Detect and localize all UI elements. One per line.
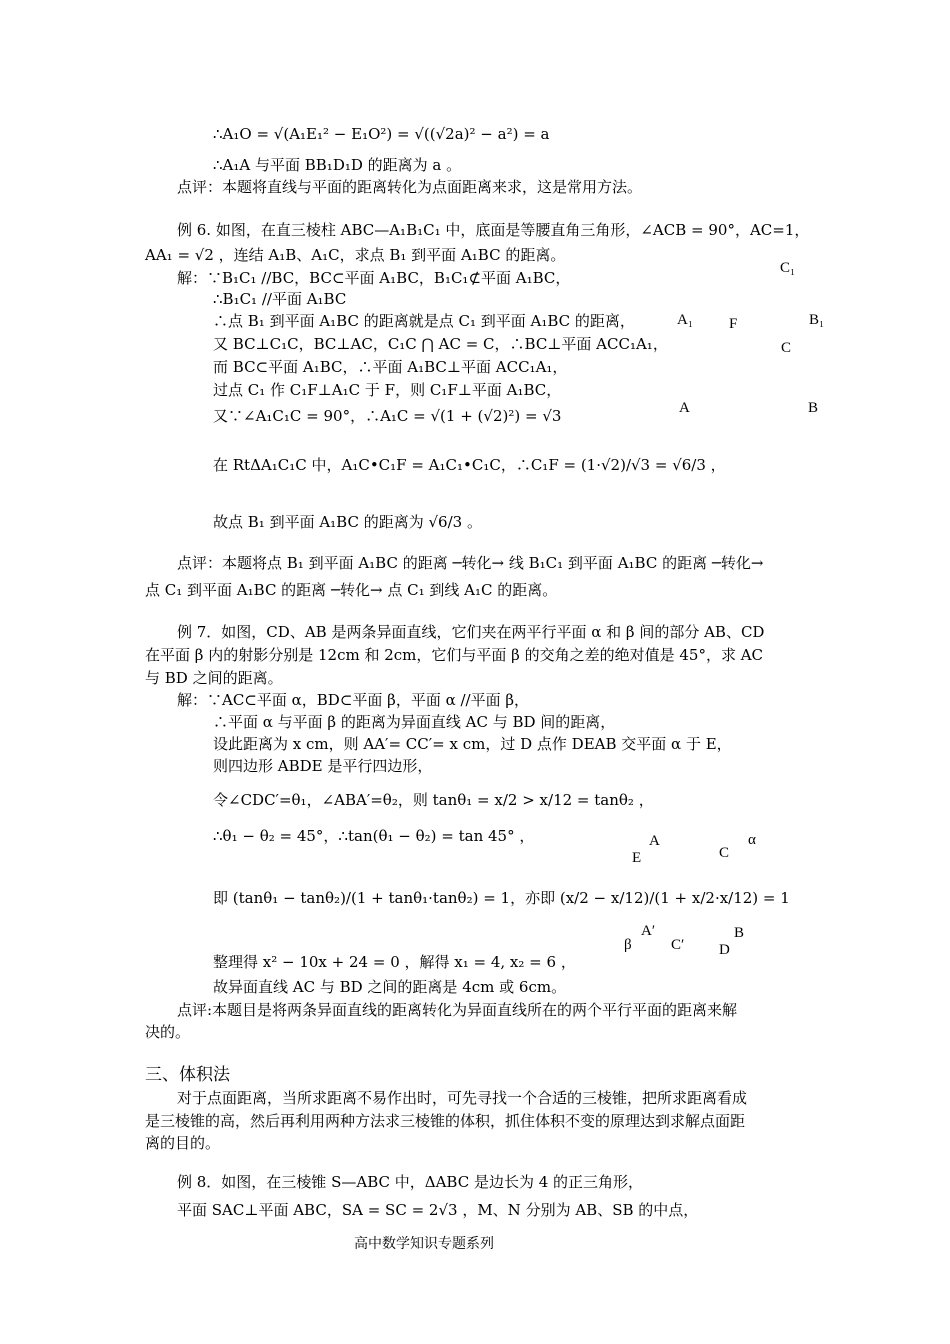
fig2-label-5: B: [734, 925, 745, 941]
fig2-label-1: α: [748, 832, 756, 848]
section-heading: 三、体积法: [145, 1065, 230, 1085]
text-line-27: 故异面直线 AC 与 BD 之间的距离是 4cm 或 6cm。: [213, 978, 567, 996]
text-line-19: 解：∵AC⊂平面 α，BD⊂平面 β，平面 α //平面 β，: [177, 691, 530, 709]
text-line-18: 与 BD 之间的距离。: [145, 669, 283, 687]
text-line-13: 故点 B₁ 到平面 A₁BC 的距离为 √6/3 。: [213, 513, 482, 531]
fig1-label-2: F: [729, 316, 738, 332]
fig2-label-7: C′: [671, 937, 685, 953]
text-line-20: ∴平面 α 与平面 β 的距离为异面直线 AC 与 BD 间的距离，: [213, 713, 616, 731]
fig2-label-8: D: [719, 942, 730, 958]
text-line-15: 点 C₁ 到平面 A₁BC 的距离 ─转化→ 点 C₁ 到线 A₁C 的距离。: [145, 581, 558, 599]
fig2-label-4: A′: [641, 923, 656, 939]
text-line-29: 决的。: [145, 1023, 191, 1041]
text-line-5: 解：∵B₁C₁ //BC，BC⊂平面 A₁BC，B₁C₁⊄平面 A₁BC，: [177, 269, 571, 287]
text-line-11: 又∵∠A₁C₁C = 90°，∴A₁C = √(1 + (√2)²) = √3: [213, 407, 562, 425]
text-line-16: 例 7．如图，CD、AB 是两条异面直线，它们夹在两平行平面 α 和 β 间的部分 AB、CD: [177, 623, 765, 641]
text-line-17: 在平面 β 内的射影分别是 12cm 和 2cm，它们与平面 β 的交角之差的绝对值是 45°，求 AC: [145, 646, 764, 664]
fig2-label-0: A: [649, 833, 660, 849]
text-line-14: 点评：本题将点 B₁ 到平面 A₁BC 的距离 ─转化→ 线 B₁C₁ 到平面 A₁BC 的距离 ─转化→: [177, 554, 764, 572]
text-line-28: 点评:本题目是将两条异面直线的距离转化为异面直线所在的两个平行平面的距离来解: [177, 1001, 738, 1019]
text-line-33: 例 8．如图，在三棱锥 S—ABC 中，ΔABC 是边长为 4 的正三角形，: [177, 1173, 644, 1191]
page-footer: 高中数学知识专题系列: [354, 1236, 494, 1252]
text-line-0: ∴A₁O = √(A₁E₁² − E₁O²) = √((√2a)² − a²) = a: [213, 125, 550, 143]
text-line-22: 则四边形 ABDE 是平行四边形，: [213, 757, 433, 775]
text-line-21: 设此距离为 x cm，则 AA′= CC′= x cm，过 D 点作 DEAB 交平面 α 于 E，: [213, 735, 732, 753]
fig1-label-4: C: [781, 340, 792, 356]
text-line-1: ∴A₁A 与平面 BB₁D₁D 的距离为 a 。: [213, 156, 462, 174]
fig1-label-6: B: [808, 400, 819, 416]
fig2-label-3: C: [719, 845, 730, 861]
text-line-4: AA₁ = √2 ，连结 A₁B、A₁C，求点 B₁ 到平面 A₁BC 的距离。: [145, 246, 566, 264]
text-line-32: 离的目的。: [145, 1134, 221, 1152]
text-line-26: 整理得 x² − 10x + 24 = 0 ，解得 x₁ = 4, x₂ = 6 ，: [213, 953, 576, 971]
text-line-10: 过点 C₁ 作 C₁F⊥A₁C 于 F，则 C₁F⊥平面 A₁BC，: [213, 381, 562, 399]
text-line-24: ∴θ₁ − θ₂ = 45°，∴tan(θ₁ − θ₂) = tan 45° ，: [213, 827, 535, 845]
fig1-label-1: A₁: [677, 312, 694, 328]
text-line-12: 在 RtΔA₁C₁C 中，A₁C•C₁F = A₁C₁•C₁C，∴C₁F = (1·√2)/√3 = √6/3 ，: [213, 456, 726, 474]
text-line-25: 即 (tanθ₁ − tanθ₂)/(1 + tanθ₁·tanθ₂) = 1，亦即 (x/2 − x/12)/(1 + x/2·x/12) = 1: [213, 889, 790, 907]
text-line-3: 例 6. 如图，在直三棱柱 ABC—A₁B₁C₁ 中，底面是等腰直角三角形，∠ACB = 90°，AC=1，: [177, 221, 810, 239]
text-line-31: 是三棱锥的高，然后再利用两种方法求三棱锥的体积，抓住体积不变的原理达到求解点面距: [145, 1112, 746, 1130]
text-line-6: ∴B₁C₁ //平面 A₁BC: [213, 290, 347, 308]
fig2-label-2: E: [632, 850, 642, 866]
text-line-7: ∴点 B₁ 到平面 A₁BC 的距离就是点 C₁ 到平面 A₁BC 的距离，: [213, 312, 635, 330]
text-line-23: 令∠CDC′=θ₁，∠ABA′=θ₂，则 tanθ₁ = x/2 > x/12 = tanθ₂ ，: [213, 791, 654, 809]
text-line-9: 而 BC⊂平面 A₁BC，∴平面 A₁BC⊥平面 ACC₁A₁，: [213, 358, 568, 376]
text-line-8: 又 BC⊥C₁C，BC⊥AC，C₁C ⋂ AC = C，∴BC⊥平面 ACC₁A₁，: [213, 335, 668, 353]
fig1-label-0: C₁: [780, 260, 796, 276]
text-line-30: 对于点面距离，当所求距离不易作出时，可先寻找一个合适的三棱锥，把所求距离看成: [177, 1089, 748, 1107]
fig1-label-5: A: [679, 400, 690, 416]
text-line-2: 点评：本题将直线与平面的距离转化为点面距离来求，这是常用方法。: [177, 178, 643, 196]
text-line-34: 平面 SAC⊥平面 ABC，SA = SC = 2√3 ，M、N 分别为 AB、SB 的中点，: [177, 1201, 699, 1219]
fig1-label-3: B₁: [809, 312, 825, 328]
fig2-label-6: β: [624, 937, 632, 953]
